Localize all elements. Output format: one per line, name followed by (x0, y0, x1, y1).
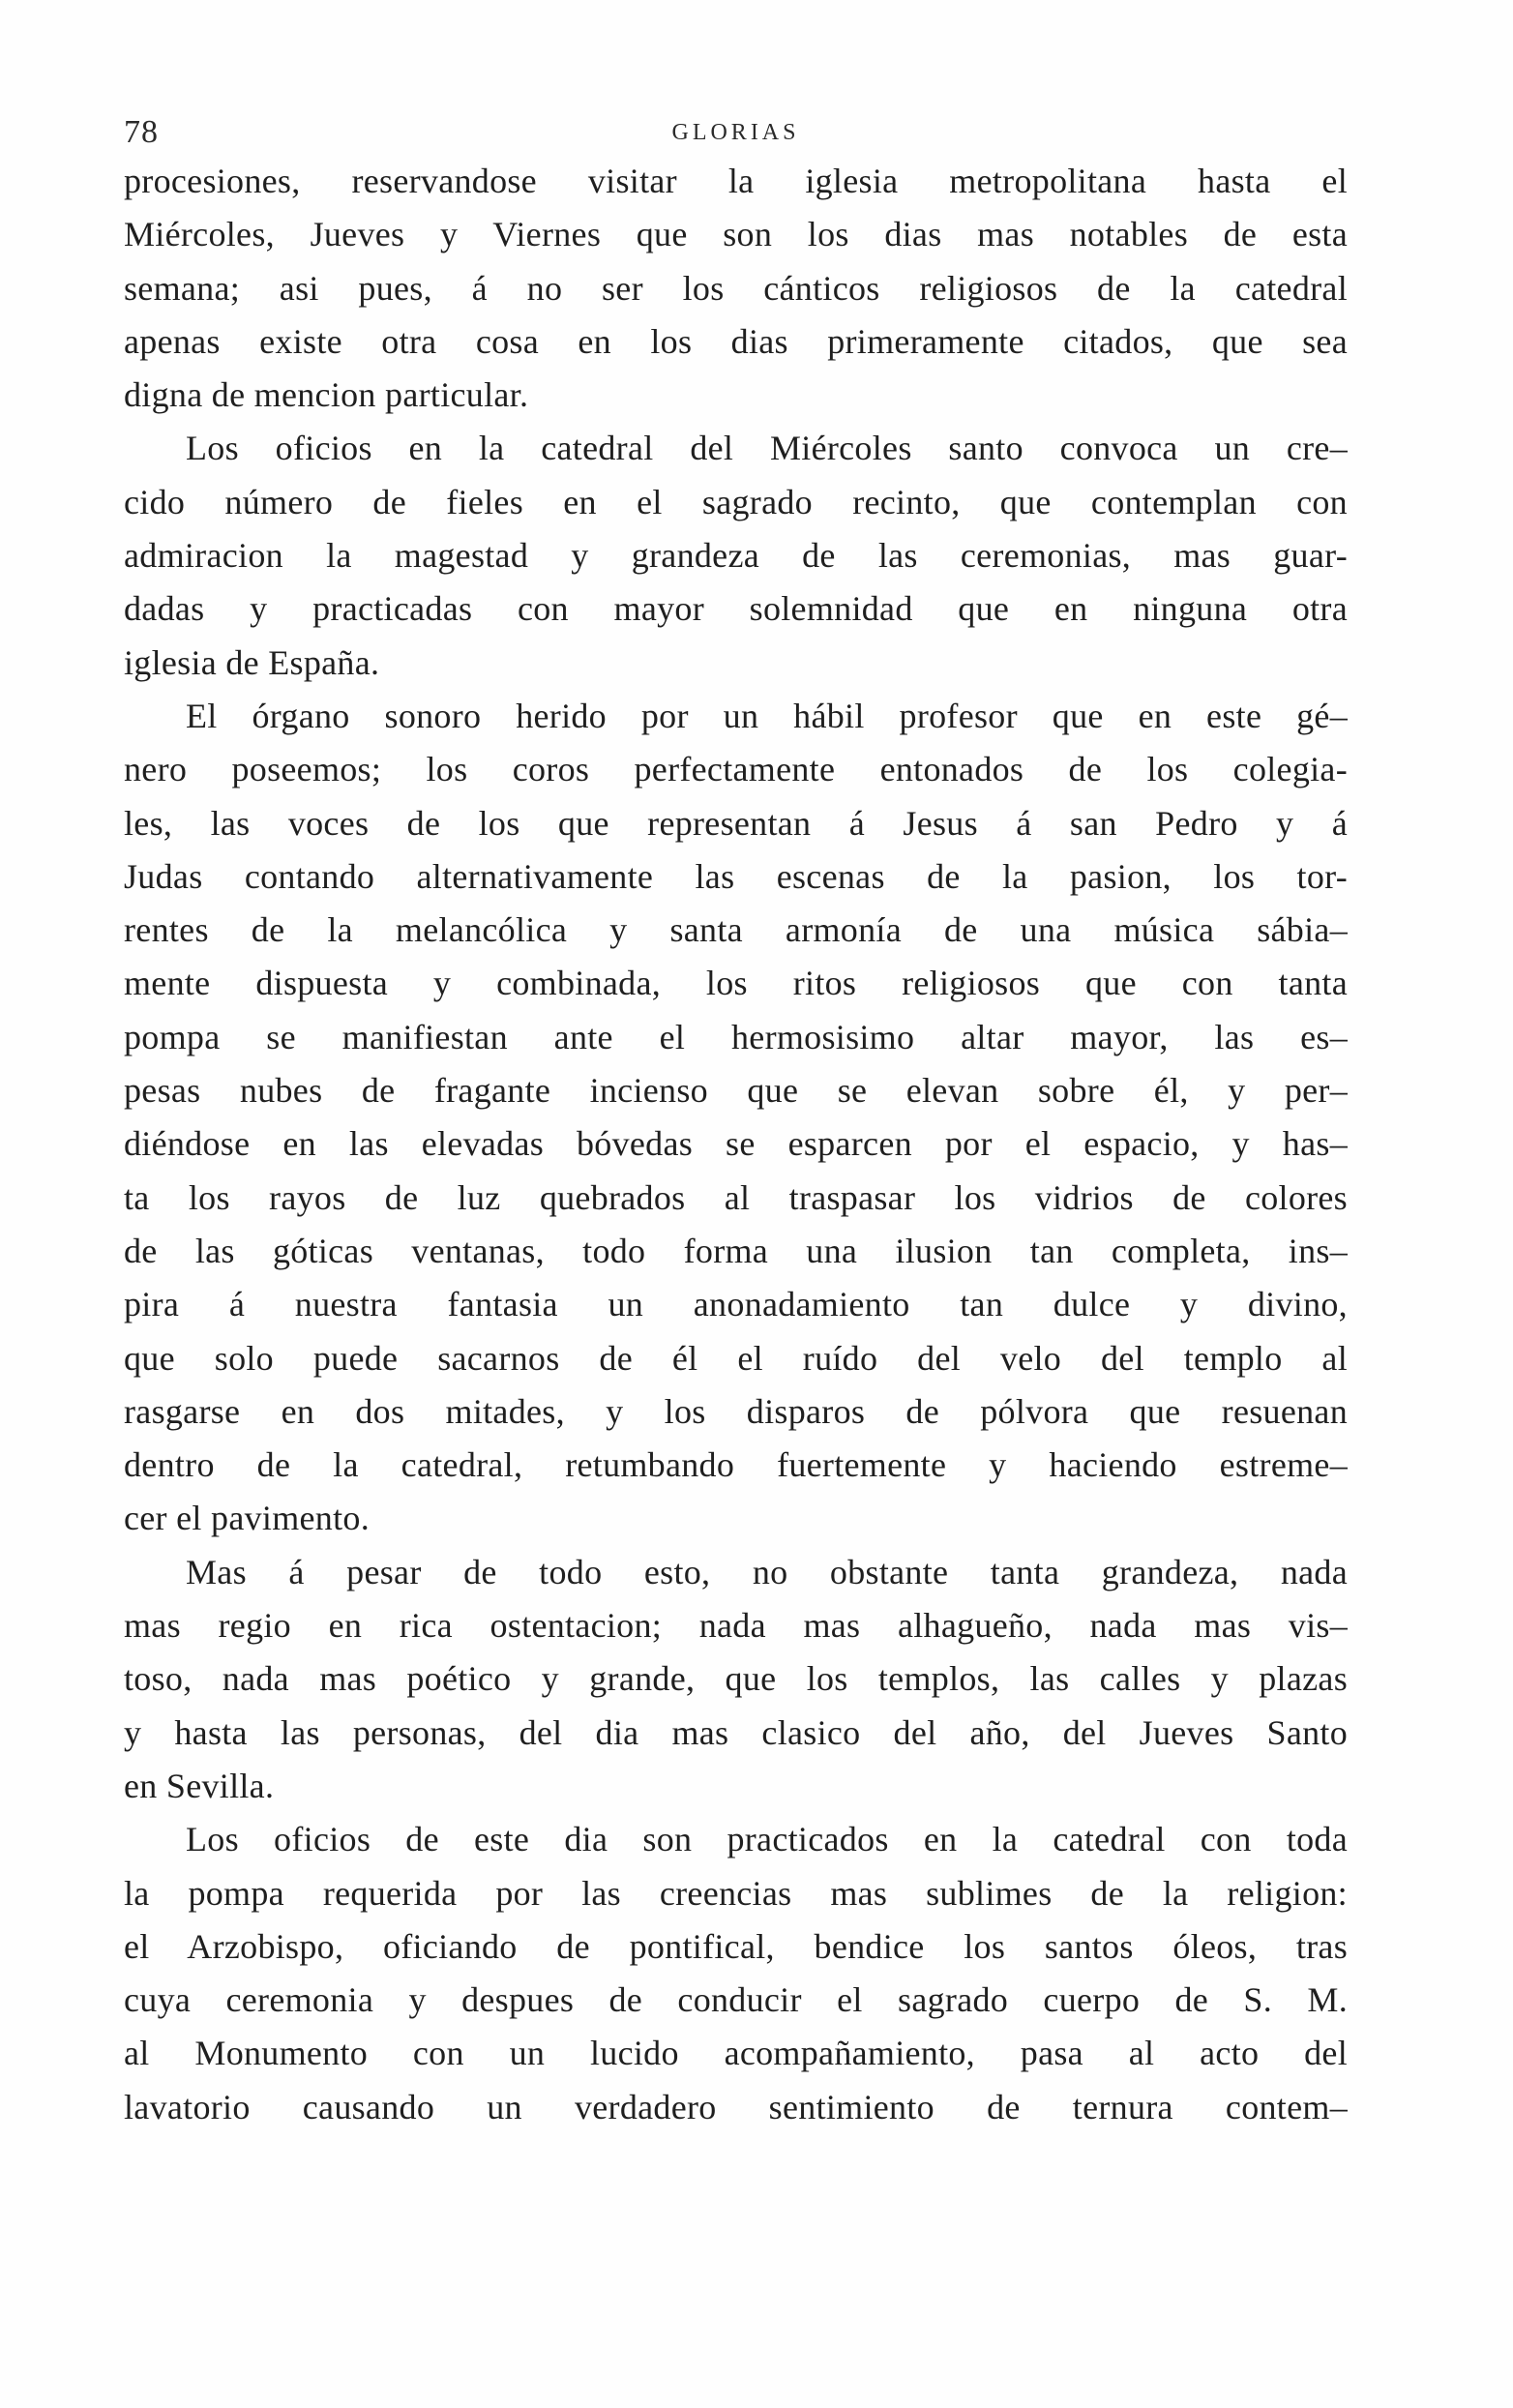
text-line: pesas nubes de fragante incienso que se elevan sobre él, y per– (124, 1071, 1348, 1111)
text-line: admiracion la magestad y grandeza de las ceremonias, mas guar- (124, 536, 1348, 576)
text-line: pira á nuestra fantasia un anonadamiento tan dulce y divino, (124, 1285, 1348, 1324)
text-line: digna de mencion particular. (124, 375, 529, 415)
text-line: apenas existe otra cosa en los dias primeramente citados, que sea (124, 321, 1348, 361)
text-line: les, las voces de los que representan á Jesus á san Pedro y á (124, 803, 1348, 843)
text-line: el Arzobispo, oficiando de pontifical, bendice los santos óleos, tras (124, 1926, 1348, 1966)
text-line: cuya ceremonia y despues de conducir el sagrado cuerpo de S. M. (124, 1980, 1348, 2020)
text-line: rentes de la melancólica y santa armonía de una música sábia– (124, 910, 1348, 950)
text-line: toso, nada mas poético y grande, que los templos, las calles y plazas (124, 1659, 1348, 1699)
text-line: Los oficios de este dia son practicados en la catedral con toda (186, 1820, 1348, 1859)
text-line: ta los rayos de luz quebrados al traspasar los vidrios de colores (124, 1177, 1348, 1217)
text-line: y hasta las personas, del dia mas clasico del año, del Jueves Santo (124, 1712, 1348, 1752)
text-line: pompa se manifiestan ante el hermosisimo altar mayor, las es– (124, 1017, 1348, 1056)
text-line: al Monumento con un lucido acompañamiento, pasa al acto del (124, 2034, 1348, 2073)
text-line: Mas á pesar de todo esto, no obstante tanta grandeza, nada (186, 1552, 1348, 1591)
text-line: de las góticas ventanas, todo forma una ilusion tan completa, ins– (124, 1231, 1348, 1270)
text-line: mas regio en rica ostentacion; nada mas alhagueño, nada mas vis– (124, 1606, 1348, 1646)
text-line: cido número de fieles en el sagrado recinto, que contemplan con (124, 482, 1348, 521)
text-line: rasgarse en dos mitades, y los disparos de pólvora que resuenan (124, 1391, 1348, 1431)
text-line: procesiones, reservandose visitar la iglesia metropolitana hasta el (124, 162, 1348, 200)
running-head (124, 114, 1348, 153)
text-line: iglesia de España. (124, 642, 380, 682)
text-line: semana; asi pues, á no ser los cánticos religiosos de la catedral (124, 268, 1348, 308)
text-line: dadas y practicadas con mayor solemnidad que en ninguna otra (124, 589, 1348, 629)
text-line: dentro de la catedral, retumbando fuertemente y haciendo estreme– (124, 1445, 1348, 1485)
text-line: mente dispuesta y combinada, los ritos religiosos que con tanta (124, 964, 1348, 1003)
running-title: GLORIAS (671, 120, 800, 145)
text-line: lavatorio causando un verdadero sentimiento de ternura contem– (124, 2087, 1348, 2126)
text-line: Los oficios en la catedral del Miércoles santo convoca un cre– (186, 429, 1348, 468)
text-line: en Sevilla. (124, 1766, 275, 1805)
text-line: nero poseemos; los coros perfectamente entonados de los colegia- (124, 750, 1348, 789)
text-line: que solo puede sacarnos de él el ruído del velo del templo al (124, 1338, 1348, 1378)
text-line: diéndose en las elevadas bóvedas se esparcen por el espacio, y has– (124, 1124, 1348, 1164)
body-text (124, 155, 1348, 2134)
page-number: 78 (124, 114, 159, 150)
text-line: cer el pavimento. (124, 1499, 370, 1538)
text-line: la pompa requerida por las creencias mas sublimes de la religion: (124, 1873, 1348, 1913)
text-line: Miércoles, Jueves y Viernes que son los dias mas notables de esta (124, 215, 1348, 254)
text-line: Judas contando alternativamente las escenas de la pasion, los tor- (124, 856, 1348, 896)
text-line: El órgano sonoro herido por un hábil profesor que en este gé– (186, 696, 1348, 735)
